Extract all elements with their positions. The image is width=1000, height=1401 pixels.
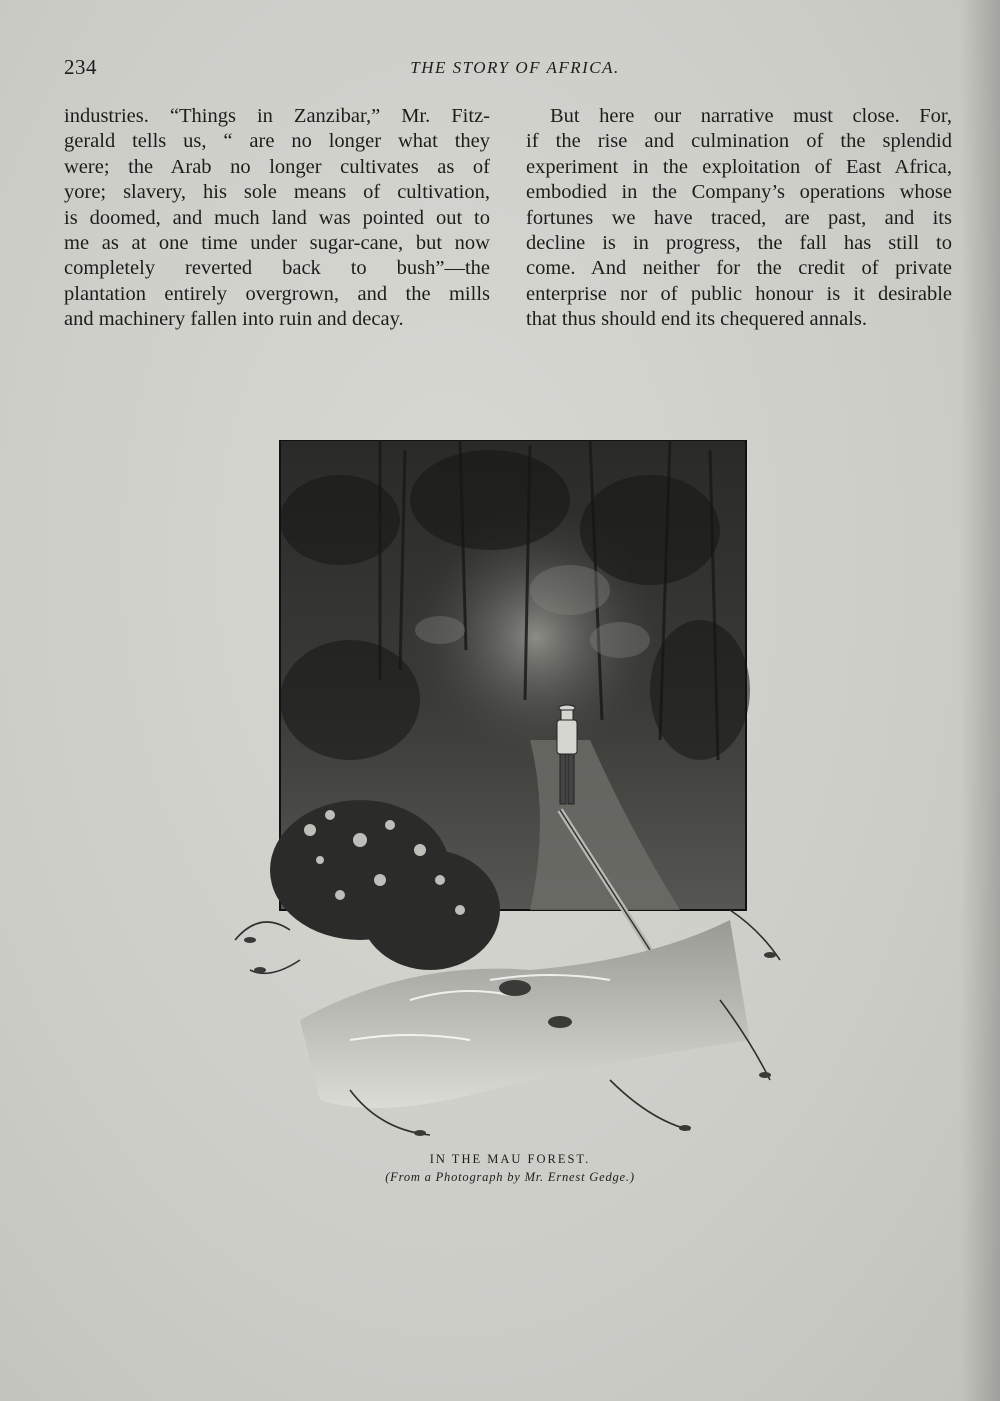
text-line: if the rise and culmination of the splendid	[526, 130, 952, 153]
figure-caption-title: IN THE MAU FOREST.	[429, 1152, 591, 1166]
page-gutter-shadow	[960, 0, 1000, 1401]
text-line: enterprise nor of public honour is it desirable	[526, 282, 952, 305]
text-line: me as at one time under sugar-cane, but now	[64, 231, 490, 254]
text-line: come. And neither for the credit of private	[526, 257, 952, 280]
right-text-column	[526, 104, 952, 333]
text-line: gerald tells us, “ are no longer what they	[64, 130, 490, 153]
running-head: THE STORY OF AFRICA.	[410, 58, 620, 77]
text-line: industries. “Things in Zanzibar,” Mr. Fitz-	[64, 105, 490, 127]
text-line: were; the Arab no longer cultivates as of	[64, 155, 490, 178]
text-line: plantation entirely overgrown, and the mills	[64, 282, 490, 305]
text-line: decline is in progress, the fall has still to	[526, 231, 952, 254]
left-text-column	[64, 104, 490, 333]
text-line: yore; slavery, his sole means of cultivation,	[64, 181, 490, 204]
text-line: and machinery fallen into ruin and decay.	[64, 308, 404, 331]
text-line: fortunes we have traced, are past, and its	[526, 206, 952, 229]
text-line: embodied in the Company’s operations whose	[526, 181, 952, 204]
page-number: 234	[64, 55, 97, 79]
text-line: completely reverted back to bush”—the	[64, 257, 490, 280]
text-line: experiment in the exploitation of East Africa,	[526, 155, 952, 178]
text-line: is doomed, and much land was pointed out to	[64, 206, 490, 229]
figure-caption-credit: (From a Photograph by Mr. Ernest Gedge.)	[385, 1170, 635, 1184]
text-line: But here our narrative must close. For,	[550, 105, 952, 127]
text-line: that thus should end its chequered annals.	[526, 308, 868, 331]
forest-illustration	[230, 440, 790, 1140]
